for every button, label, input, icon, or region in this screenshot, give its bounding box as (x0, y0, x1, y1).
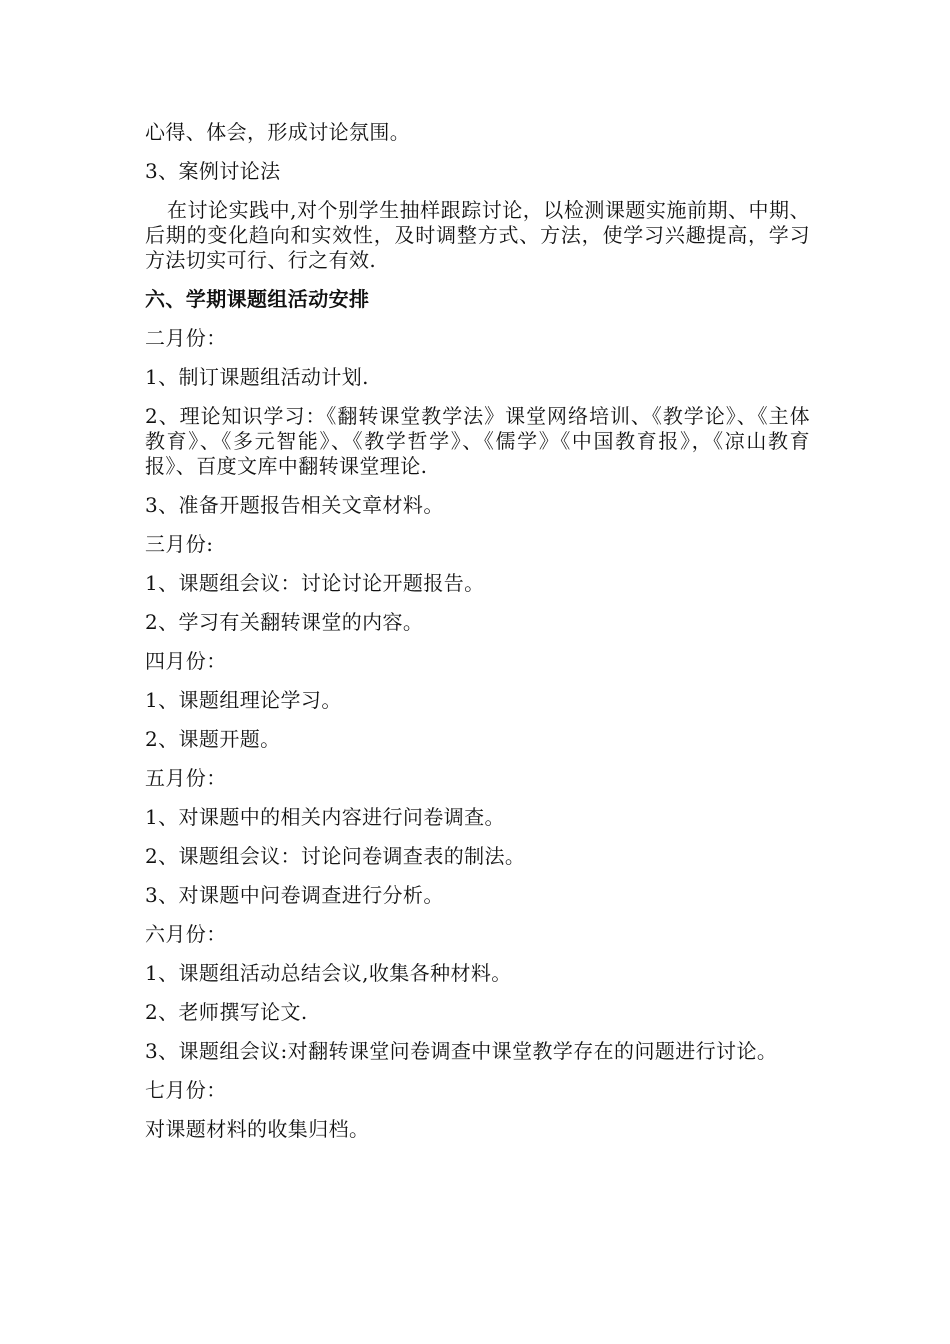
list-item: 2、老师撰写论文. (145, 1000, 308, 1024)
section-heading: 六、学期课题组活动安排 (145, 287, 370, 311)
month-heading-mar: 三月份: (145, 532, 214, 556)
method-heading: 3、案例讨论法 (145, 159, 281, 183)
list-item: 1、课题组活动总结会议,收集各种材料。 (145, 961, 512, 985)
list-item: 3、课题组会议:对翻转课堂问卷调查中课堂教学存在的问题进行讨论。 (145, 1039, 778, 1063)
list-item: 1、制订课题组活动计划. (145, 365, 369, 389)
list-item: 2、理论知识学习：《翻转课堂教学法》课堂网络培训、《教学论》、《主体教育》、《多元智能》、《教学哲学》、《儒学》《中国教育报》，《凉山教育报》、百度文库中翻转课堂理论. (145, 404, 810, 478)
list-item: 1、课题组理论学习。 (145, 688, 342, 712)
method-description: 在讨论实践中,对个别学生抽样跟踪讨论，以检测课题实施前期、中期、后期的变化趋向和实效性，及时调整方式、方法，使学习兴趣提高，学习方法切实可行、行之有效. (145, 198, 810, 272)
document-page (145, 120, 810, 1156)
list-item: 1、对课题中的相关内容进行问卷调查。 (145, 805, 505, 829)
month-heading-feb: 二月份： (145, 326, 227, 350)
month-heading-jun: 六月份： (145, 922, 227, 946)
list-item: 1、课题组会议：讨论讨论开题报告。 (145, 571, 485, 595)
paragraph-continuation: 心得、体会，形成讨论氛围。 (145, 120, 411, 144)
list-item: 2、学习有关翻转课堂的内容。 (145, 610, 424, 634)
list-item: 2、课题组会议：讨论问卷调查表的制法。 (145, 844, 526, 868)
month-heading-jul: 七月份： (145, 1078, 227, 1102)
list-item: 3、准备开题报告相关文章材料。 (145, 493, 444, 517)
list-item: 3、对课题中问卷调查进行分析。 (145, 883, 444, 907)
month-heading-apr: 四月份： (145, 649, 227, 673)
list-item: 对课题材料的收集归档。 (145, 1117, 370, 1141)
list-item: 2、课题开题。 (145, 727, 281, 751)
month-heading-may: 五月份： (145, 766, 227, 790)
